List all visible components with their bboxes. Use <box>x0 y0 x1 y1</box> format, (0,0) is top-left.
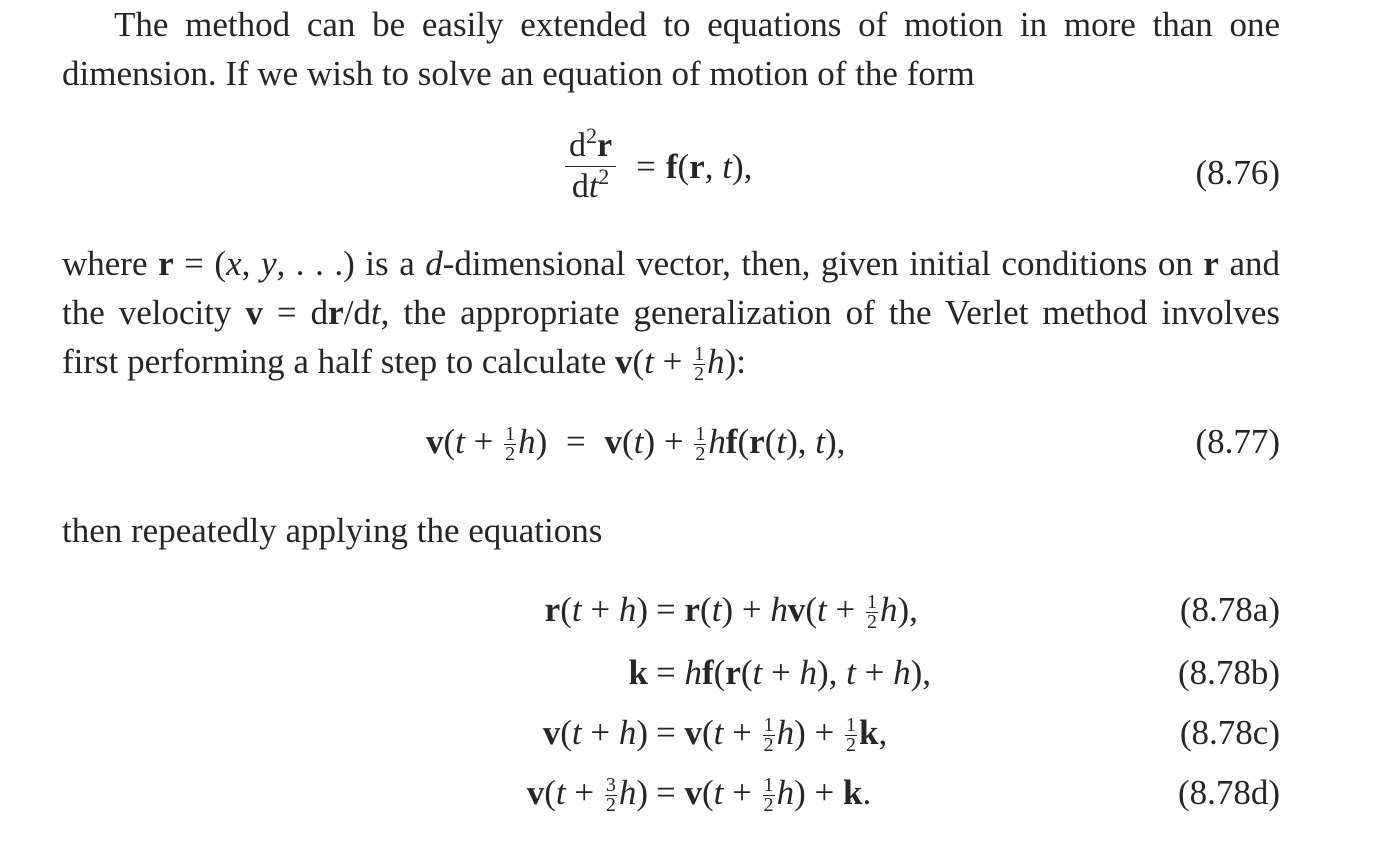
equation-8-78b <box>62 653 1280 713</box>
equation-number: (8.77) <box>1195 422 1280 461</box>
equation-8-78a-lhs: r(t + h) <box>544 590 648 629</box>
equation-8-78c-lhs: v(t + h) <box>542 713 648 752</box>
equation-8-76-math: $\frac{d^2r}{dt^2}$ = f(r, t), <box>565 126 752 207</box>
equation-8-77 <box>62 422 1280 482</box>
equation-8-78d-lhs: v(t + $\frac{3}{2}$ h) <box>526 773 648 817</box>
equation-number: (8.78b) <box>1177 653 1280 692</box>
equation-8-77-math: v(t + $\frac{1}{2}$ h) = v(t) + $\frac{1}{2}$ hf(r(t), t), <box>426 422 846 466</box>
equation-8-78a-rhs: = r(t) + hv(t + $\frac{1}{2}$ h), <box>656 590 918 634</box>
paragraph-intro: The method can be easily extended to equations of motion in more than one dimension. If we wish to solve an equation of motion of the form <box>62 5 1280 93</box>
equation-8-78b-rhs: = hf(r(t + h), t + h), <box>656 653 932 692</box>
equation-number: (8.78a) <box>1179 590 1280 629</box>
equation-8-78d-rhs: = v(t + $\frac{1}{2}$ h) + k. <box>656 773 872 817</box>
equation-8-78c <box>62 713 1280 773</box>
equation-number: (8.78d) <box>1177 773 1280 812</box>
equation-8-78a <box>62 590 1280 650</box>
equation-8-76 <box>62 123 1280 205</box>
equation-number: (8.76) <box>1195 153 1280 192</box>
equation-8-78c-rhs: = v(t + $\frac{1}{2}$ h) + $\frac{1}{2}$ k, <box>656 713 888 757</box>
equation-number: (8.78c) <box>1179 713 1280 752</box>
derivative-fraction: $\frac{d^2r}{dt^2}$ <box>565 126 616 207</box>
equation-8-78d <box>62 773 1280 833</box>
paragraph-repeat: then repeatedly applying the equations <box>62 511 603 550</box>
paragraph-vector-definition: where r = (x, y, . . .) is a d-dimensional vector, then, given initial conditions on r and the velocity v = dr/dt, the appropriate generalization of the Verlet method involves first performing a half step to calculate v(t + $\frac{1}{2}$ h): <box>62 244 1280 386</box>
equation-8-78b-lhs: k <box>628 653 648 692</box>
